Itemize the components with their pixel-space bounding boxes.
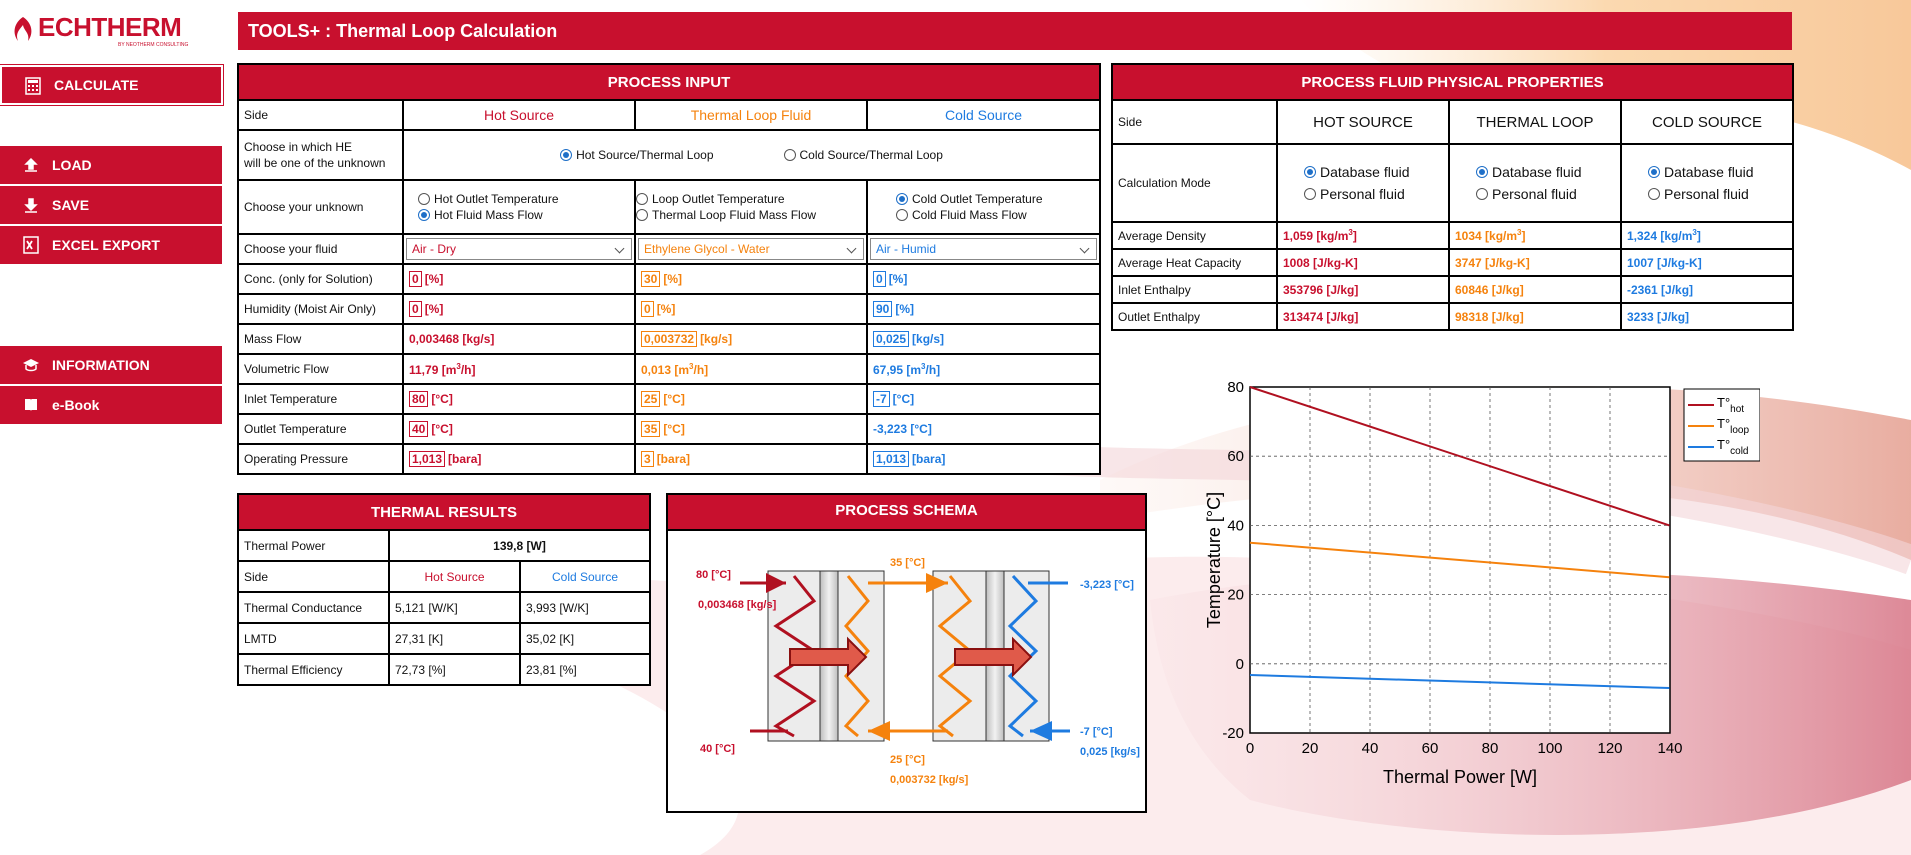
cold-mode-cell <box>1621 144 1793 222</box>
outlet-enthalpy-label: Outlet Enthalpy <box>1112 303 1277 330</box>
props-loop-header: THERMAL LOOP <box>1449 100 1621 144</box>
he-choice-label-line1: Choose in which HE <box>244 140 353 154</box>
cold-conc-input[interactable]: 0 <box>873 271 886 287</box>
cold-mode-personal[interactable] <box>1648 186 1787 202</box>
process-schema-title: PROCESS SCHEMA <box>668 495 1145 531</box>
load-button[interactable] <box>0 146 222 184</box>
volumetric-flow-label: Volumetric Flow <box>238 354 403 384</box>
side-label: Side <box>238 100 403 130</box>
cold-volumetric-flow: 67,95 $[m^3/h]$ <box>867 354 1100 384</box>
legend-label: $T^\circ_{cold}$ <box>1717 437 1749 457</box>
schema-hot-out-temp: 40 [°C] <box>700 743 735 755</box>
thermal-results-table <box>237 493 651 686</box>
calc-mode-label: Calculation Mode <box>1112 144 1277 222</box>
cold-unknown-outlet-temp[interactable] <box>896 191 1094 207</box>
personal-label: Personal fluid <box>1492 186 1577 202</box>
loop-unknown-mass-flow-label: Thermal Loop Fluid Mass Flow <box>652 208 817 222</box>
schema-cold-in-temp: -7 [°C] <box>1080 726 1113 738</box>
unit-label: [bara] <box>912 452 946 466</box>
radio-on-icon <box>418 209 430 221</box>
loop-unknown-outlet-temp[interactable] <box>636 191 861 207</box>
cold-unknown-outlet-temp-label: Cold Outlet Temperature <box>912 192 1043 206</box>
outlet-temp-label: Outlet Temperature <box>238 414 403 444</box>
x-tick-label: 40 <box>1361 740 1379 757</box>
hot-heat-capacity: 1008 [J/kg-K] <box>1277 249 1449 276</box>
hot-humidity-input[interactable]: 0 <box>409 301 422 317</box>
heat-capacity-label: Average Heat Capacity <box>1112 249 1277 276</box>
thermal-results-title: THERMAL RESULTS <box>238 494 650 530</box>
excel-export-button[interactable] <box>0 226 222 264</box>
hot-fluid-select[interactable]: Air - Dry <box>406 238 632 260</box>
loop-outlet-enthalpy: 98318 [J/kg] <box>1449 303 1621 330</box>
cold-unknown-mass-flow-label: Cold Fluid Mass Flow <box>912 208 1027 222</box>
cold-fluid-select[interactable]: Air - Humid <box>870 238 1097 260</box>
loop-density-value: 1034 <box>1455 229 1482 243</box>
schema-diagram <box>668 531 1145 811</box>
hot-outlet-enthalpy: 313474 [J/kg] <box>1277 303 1449 330</box>
x-tick-label: 80 <box>1481 740 1499 757</box>
unit-label: [bara] <box>448 452 482 466</box>
schema-cold-flow: 0,025 [kg/s] <box>1080 746 1140 758</box>
he-option-cold-loop-label: Cold Source/Thermal Loop <box>799 148 943 162</box>
x-tick-label: 60 <box>1421 740 1439 757</box>
x-tick-label: 0 <box>1245 740 1255 757</box>
cold-volumetric-flow-value: 67,95 <box>873 362 904 377</box>
fluid-properties-table <box>1111 63 1794 331</box>
unit-label: [kg/s] <box>700 332 733 346</box>
unit-label: [%] <box>888 272 908 286</box>
mass-flow-label: Mass Flow <box>238 324 403 354</box>
unit-label: [°C] <box>663 392 685 406</box>
ebook-button[interactable] <box>0 386 222 424</box>
logo <box>10 12 210 52</box>
inlet-enthalpy-label: Inlet Enthalpy <box>1112 276 1277 303</box>
graduation-cap-icon <box>22 356 40 374</box>
personal-label: Personal fluid <box>1664 186 1749 202</box>
hot-mode-personal[interactable] <box>1304 186 1443 202</box>
loop-unknown-cell <box>635 180 867 234</box>
hot-pressure-input[interactable]: 1,013 <box>409 451 445 467</box>
loop-heat-capacity: 3747 [J/kg-K] <box>1449 249 1621 276</box>
loop-conc-input[interactable]: 30 <box>641 271 660 287</box>
database-label: Database fluid <box>1664 164 1754 180</box>
radio-on-icon <box>1304 166 1316 178</box>
y-tick-label: -20 <box>1222 725 1244 742</box>
hot-unknown-mass-flow-label: Hot Fluid Mass Flow <box>434 208 543 222</box>
loop-volumetric-flow: 0,013 $[m^3/h]$ <box>635 354 867 384</box>
logo-text: ECHTHERM <box>38 12 182 42</box>
logo-subtitle: BY NEOTHERM CONSULTING <box>118 42 189 48</box>
thermal-power-label: Thermal Power <box>238 530 389 561</box>
lmtd-label: LMTD <box>238 623 389 654</box>
schema-hot-flow: 0,003468 [kg/s] <box>698 599 777 611</box>
loop-inlet-temp-input[interactable]: 25 <box>641 391 660 407</box>
cold-mode-database[interactable] <box>1648 164 1787 180</box>
excel-export-label: EXCEL EXPORT <box>52 237 160 253</box>
hot-mode-database[interactable] <box>1304 164 1443 180</box>
x-tick-label: 120 <box>1597 740 1623 757</box>
hot-volumetric-flow-value: 11,79 <box>409 362 439 377</box>
radio-off-icon <box>636 193 648 205</box>
download-icon <box>22 196 40 214</box>
save-label: SAVE <box>52 197 90 213</box>
he-option-hot-loop-label: Hot Source/Thermal Loop <box>576 148 714 162</box>
loop-outlet-temp-input[interactable]: 35 <box>641 421 660 437</box>
schema-hot-in-temp: 80 [°C] <box>696 569 731 581</box>
hot-density-value: 1,059 <box>1283 229 1314 243</box>
fluid-properties-title: PROCESS FLUID PHYSICAL PROPERTIES <box>1112 64 1793 100</box>
hot-volumetric-flow: 11,79 $[m^3/h]$ <box>403 354 635 384</box>
loop-mode-database[interactable] <box>1476 164 1615 180</box>
process-schema <box>666 493 1147 813</box>
cold-inlet-temp-input[interactable]: -7 <box>873 391 890 407</box>
legend-label: $T^\circ_{loop}$ <box>1717 416 1750 436</box>
radio-on-icon <box>896 193 908 205</box>
y-tick-label: 60 <box>1227 448 1244 466</box>
schema-loop-top-temp: 35 [°C] <box>890 557 925 569</box>
cold-conductance: 3,993 [W/K] <box>520 592 650 623</box>
props-side-label: Side <box>1112 100 1277 144</box>
schema-cold-out-temp: -3,223 [°C] <box>1080 579 1134 591</box>
radio-off-icon <box>896 209 908 221</box>
x-tick-label: 140 <box>1657 740 1683 757</box>
cold-efficiency: 23,81 [%] <box>520 654 650 685</box>
heat-exchanger-1 <box>768 571 884 741</box>
radio-off-icon <box>1648 188 1660 200</box>
he-option-hot-loop[interactable] <box>560 147 713 163</box>
loop-mode-cell <box>1449 144 1621 222</box>
legend-label: $T^\circ_{hot}$ <box>1717 395 1745 415</box>
props-hot-header: HOT SOURCE <box>1277 100 1449 144</box>
calculate-button[interactable] <box>2 67 221 103</box>
humidity-label: Humidity (Moist Air Only) <box>238 294 403 324</box>
unit-label: [°C] <box>892 392 915 406</box>
page-title: TOOLS+ : Thermal Loop Calculation <box>238 12 1792 50</box>
save-button[interactable] <box>0 186 222 224</box>
hot-unknown-cell <box>403 180 635 234</box>
hot-mass-flow-value: 0,003468 [kg/s] <box>403 324 635 354</box>
information-label: INFORMATION <box>52 357 150 373</box>
radio-off-icon <box>636 209 648 221</box>
database-label: Database fluid <box>1320 164 1410 180</box>
cold-source-header: Cold Source <box>867 100 1100 130</box>
fluid-label: Choose your fluid <box>238 234 403 264</box>
cold-pressure-input[interactable]: 1,013 <box>873 451 909 467</box>
loop-mode-personal[interactable] <box>1476 186 1615 202</box>
hot-mode-cell <box>1277 144 1449 222</box>
personal-label: Personal fluid <box>1320 186 1405 202</box>
loop-density: 1034 $[kg/m^3]$ <box>1449 222 1621 249</box>
load-label: LOAD <box>52 157 92 173</box>
cold-humidity-input[interactable]: 90 <box>873 301 892 317</box>
cold-unknown-mass-flow[interactable] <box>896 207 1094 223</box>
process-input-table <box>237 63 1101 475</box>
cold-unknown-cell <box>867 180 1100 234</box>
hot-density: 1,059 $[kg/m^3]$ <box>1277 222 1449 249</box>
loop-unknown-outlet-temp-label: Loop Outlet Temperature <box>652 192 785 206</box>
unknown-label: Choose your unknown <box>238 180 403 234</box>
y-tick-label: 40 <box>1227 517 1244 535</box>
thermal-power-value: 139,8 [W] <box>389 530 650 561</box>
radio-on-icon <box>1648 166 1660 178</box>
schema-loop-flow: 0,003732 [kg/s] <box>890 774 969 786</box>
hot-lmtd: 27,31 [K] <box>389 623 520 654</box>
book-icon <box>22 396 40 414</box>
cold-heat-capacity: 1007 [J/kg-K] <box>1621 249 1793 276</box>
hot-conc-input[interactable]: 0 <box>409 271 422 287</box>
heat-exchanger-2 <box>933 571 1049 741</box>
unit-label: [%] <box>656 302 676 316</box>
radio-off-icon <box>1304 188 1316 200</box>
hot-unknown-mass-flow[interactable] <box>418 207 629 223</box>
y-tick-label: 0 <box>1235 655 1244 673</box>
calculator-icon <box>24 77 42 95</box>
cold-density: 1,324 $[kg/m^3]$ <box>1621 222 1793 249</box>
unit-label: [%] <box>895 302 915 316</box>
cold-density-value: 1,324 <box>1627 229 1658 243</box>
y-axis-label: Temperature [°C] <box>1204 491 1224 629</box>
loop-mass-flow-input[interactable]: 0,003732 <box>641 331 697 347</box>
pressure-label: Operating Pressure <box>238 444 403 474</box>
unit-label: [°C] <box>431 392 453 406</box>
unit-label: [%] <box>424 302 444 316</box>
conc-label: Conc. (only for Solution) <box>238 264 403 294</box>
he-choice-label <box>238 130 403 180</box>
ebook-label: e-Book <box>52 397 100 413</box>
information-button[interactable] <box>0 346 222 384</box>
radio-on-icon <box>1476 166 1488 178</box>
unit-label: [bara] <box>656 452 691 466</box>
hot-unknown-outlet-temp-label: Hot Outlet Temperature <box>434 192 559 206</box>
cold-mass-flow-input[interactable]: 0,025 <box>873 331 909 347</box>
process-input-title: PROCESS INPUT <box>238 64 1100 100</box>
hot-inlet-temp-input[interactable]: 80 <box>409 391 428 407</box>
loop-humidity-input[interactable]: 0 <box>641 301 654 317</box>
unit-label: [°C] <box>663 422 685 436</box>
y-tick-label: 80 <box>1227 379 1244 396</box>
cold-inlet-enthalpy: -2361 [J/kg] <box>1621 276 1793 303</box>
cold-outlet-enthalpy: 3233 [J/kg] <box>1621 303 1793 330</box>
results-hot-header: Hot Source <box>389 561 520 592</box>
schema-loop-bottom-temp: 25 [°C] <box>890 754 925 766</box>
loop-volumetric-flow-value: 0,013 <box>641 362 672 377</box>
density-label: Average Density <box>1112 222 1277 249</box>
results-cold-header: Cold Source <box>520 561 650 592</box>
hot-efficiency: 72,73 [%] <box>389 654 520 685</box>
x-axis-label: Thermal Power [W] <box>1382 767 1538 787</box>
loop-pressure-input[interactable]: 3 <box>641 451 654 467</box>
results-side-label: Side <box>238 561 389 592</box>
hot-inlet-enthalpy: 353796 [J/kg] <box>1277 276 1449 303</box>
cold-outlet-temp-value: -3,223 [°C] <box>867 414 1100 444</box>
x-tick-label: 100 <box>1537 740 1563 757</box>
props-cold-header: COLD SOURCE <box>1621 100 1793 144</box>
unit-label: [°C] <box>431 422 453 436</box>
radio-off-icon <box>1476 188 1488 200</box>
excel-icon <box>22 236 40 254</box>
cold-lmtd: 35,02 [K] <box>520 623 650 654</box>
he-option-cold-loop[interactable] <box>784 147 943 163</box>
efficiency-label: Thermal Efficiency <box>238 654 389 685</box>
radio-on-icon <box>560 149 572 161</box>
hot-outlet-temp-input[interactable]: 40 <box>409 421 428 437</box>
loop-fluid-select[interactable]: Ethylene Glycol - Water <box>638 238 864 260</box>
logo-flame-icon <box>10 15 36 45</box>
he-choice-cell <box>403 130 1100 180</box>
database-label: Database fluid <box>1492 164 1582 180</box>
loop-unknown-mass-flow[interactable] <box>636 207 861 223</box>
inlet-temp-label: Inlet Temperature <box>238 384 403 414</box>
conductance-label: Thermal Conductance <box>238 592 389 623</box>
y-tick-label: 20 <box>1227 586 1244 604</box>
he-choice-label-line2: will be one of the unknown <box>244 156 386 170</box>
radio-off-icon <box>418 193 430 205</box>
radio-off-icon <box>784 149 796 161</box>
hot-source-header: Hot Source <box>403 100 635 130</box>
loop-inlet-enthalpy: 60846 [J/kg] <box>1449 276 1621 303</box>
unit-label: [%] <box>663 272 683 286</box>
hot-unknown-outlet-temp[interactable] <box>418 191 629 207</box>
calculate-label: CALCULATE <box>54 77 139 93</box>
temperature-chart <box>1200 375 1760 805</box>
x-tick-label: 20 <box>1301 740 1319 757</box>
unit-label: [kg/s] <box>912 332 945 346</box>
upload-icon <box>22 156 40 174</box>
unit-label: [%] <box>424 272 444 286</box>
hot-conductance: 5,121 [W/K] <box>389 592 520 623</box>
thermal-loop-header: Thermal Loop Fluid <box>635 100 867 130</box>
